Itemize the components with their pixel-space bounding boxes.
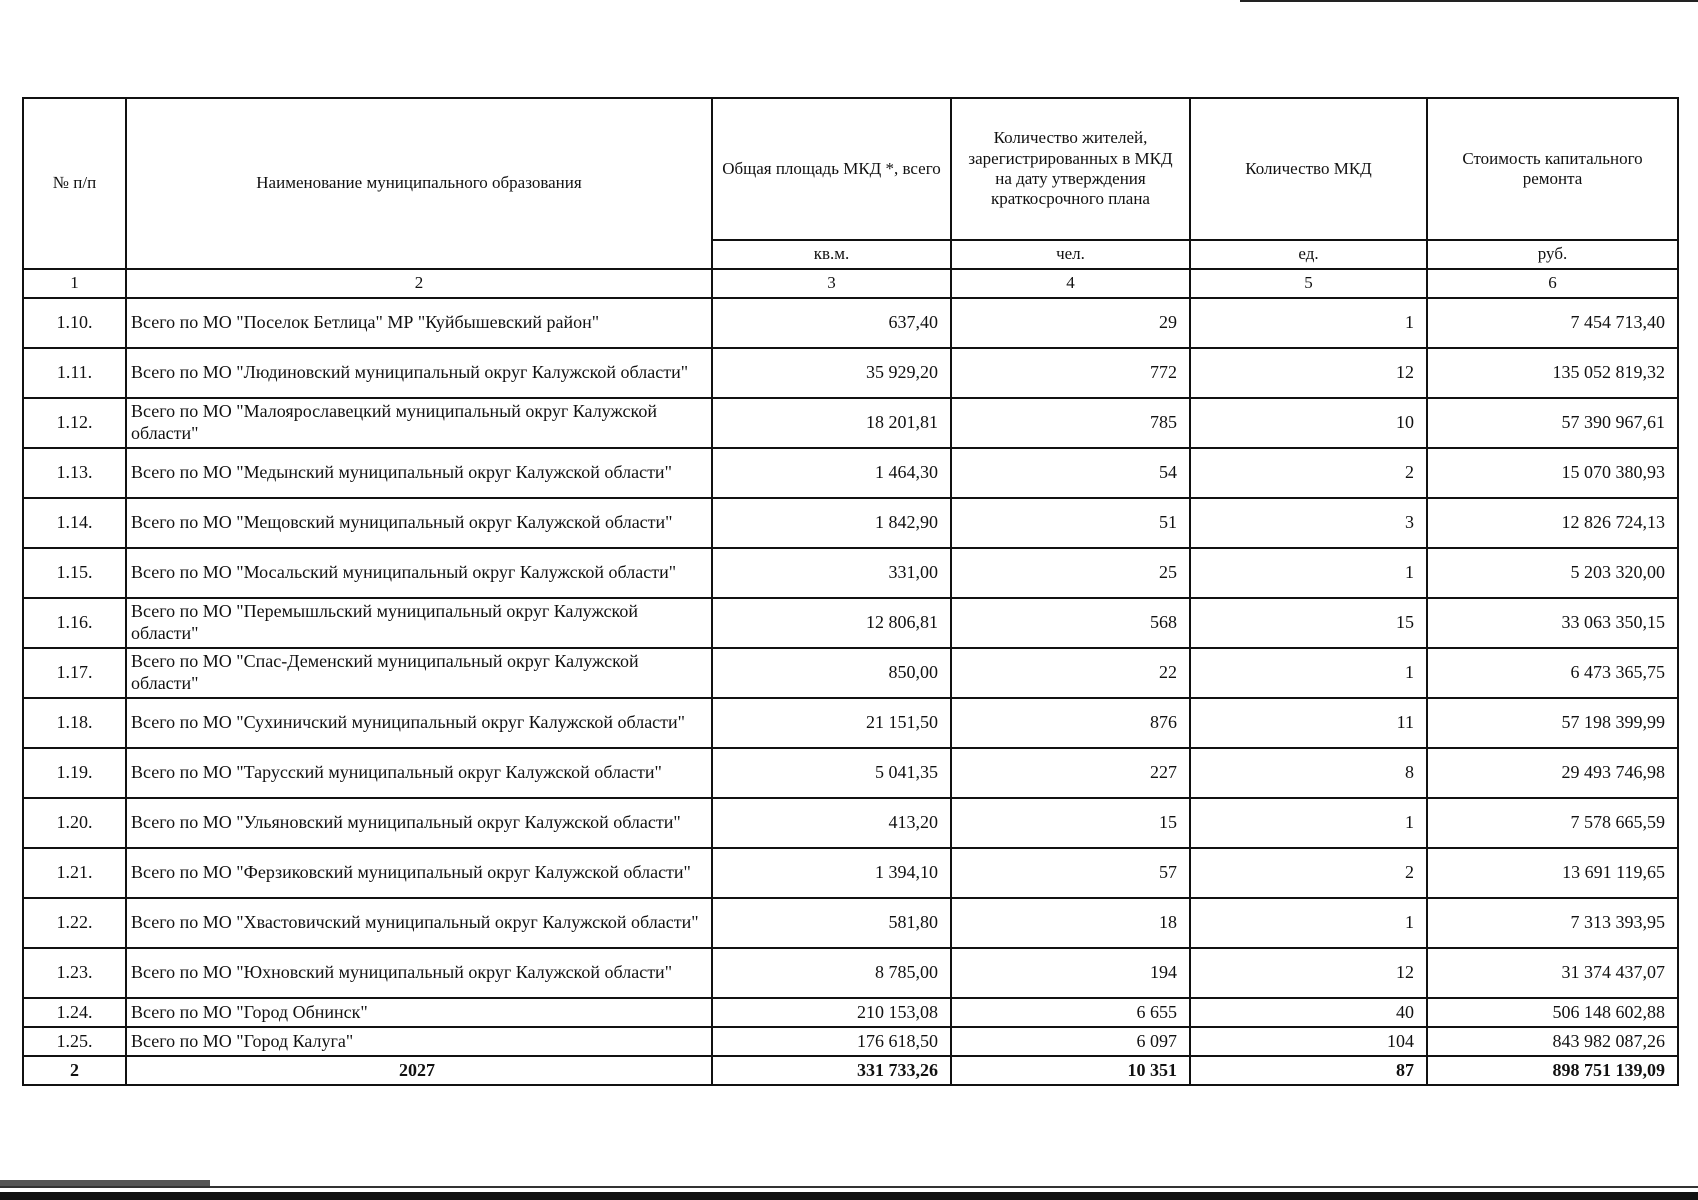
- row-residents: 25: [951, 548, 1190, 598]
- row-count: 1: [1190, 548, 1427, 598]
- row-count: 12: [1190, 348, 1427, 398]
- row-area: 5 041,35: [712, 748, 951, 798]
- row-name: Всего по МО "Перемышльский муниципальный округ Калужской области": [126, 598, 712, 648]
- row-cost: 6 473 365,75: [1427, 648, 1678, 698]
- row-name: Всего по МО "Ферзиковский муниципальный округ Калужской области": [126, 848, 712, 898]
- row-count: 1: [1190, 798, 1427, 848]
- row-cost: 7 313 393,95: [1427, 898, 1678, 948]
- row-residents: 57: [951, 848, 1190, 898]
- capital-repair-table: [22, 97, 1679, 1086]
- table-row: [23, 1027, 1678, 1056]
- row-count: 15: [1190, 598, 1427, 648]
- row-residents: 15: [951, 798, 1190, 848]
- row-number: 1.21.: [23, 848, 126, 898]
- column-numbers-row: [23, 269, 1678, 298]
- row-cost: 13 691 119,65: [1427, 848, 1678, 898]
- header-count: Количество МКД: [1190, 98, 1427, 240]
- table-row: [23, 548, 1678, 598]
- row-area: 210 153,08: [712, 998, 951, 1027]
- bottom-scan-line: [0, 1186, 1698, 1188]
- row-number: 1.25.: [23, 1027, 126, 1056]
- row-number: 1.24.: [23, 998, 126, 1027]
- total-name: 2027: [126, 1056, 712, 1085]
- row-residents: 772: [951, 348, 1190, 398]
- row-number: 1.19.: [23, 748, 126, 798]
- row-area: 1 464,30: [712, 448, 951, 498]
- row-residents: 6 655: [951, 998, 1190, 1027]
- header-name: Наименование муниципального образования: [126, 98, 712, 269]
- table-row: [23, 798, 1678, 848]
- row-count: 1: [1190, 898, 1427, 948]
- header-row: [23, 98, 1678, 240]
- row-area: 413,20: [712, 798, 951, 848]
- row-area: 850,00: [712, 648, 951, 698]
- row-area: 637,40: [712, 298, 951, 348]
- row-cost: 29 493 746,98: [1427, 748, 1678, 798]
- unit-residents: чел.: [951, 240, 1190, 269]
- col-number: 6: [1427, 269, 1678, 298]
- total-cost: 898 751 139,09: [1427, 1056, 1678, 1085]
- row-residents: 876: [951, 698, 1190, 748]
- row-residents: 194: [951, 948, 1190, 998]
- row-cost: 843 982 087,26: [1427, 1027, 1678, 1056]
- table-row: [23, 998, 1678, 1027]
- col-number: 5: [1190, 269, 1427, 298]
- col-number: 4: [951, 269, 1190, 298]
- row-count: 10: [1190, 398, 1427, 448]
- row-residents: 29: [951, 298, 1190, 348]
- unit-cost: руб.: [1427, 240, 1678, 269]
- row-name: Всего по МО "Спас-Деменский муниципальный округ Калужской области": [126, 648, 712, 698]
- row-area: 331,00: [712, 548, 951, 598]
- row-cost: 7 454 713,40: [1427, 298, 1678, 348]
- row-cost: 12 826 724,13: [1427, 498, 1678, 548]
- row-name: Всего по МО "Юхновский муниципальный округ Калужской области": [126, 948, 712, 998]
- row-count: 40: [1190, 998, 1427, 1027]
- row-name: Всего по МО "Мещовский муниципальный округ Калужской области": [126, 498, 712, 548]
- row-name: Всего по МО "Хвастовичский муниципальный округ Калужской области": [126, 898, 712, 948]
- unit-count: ед.: [1190, 240, 1427, 269]
- total-number: 2: [23, 1056, 126, 1085]
- header-area: Общая площадь МКД *, всего: [712, 98, 951, 240]
- total-row: [23, 1056, 1678, 1085]
- total-residents: 10 351: [951, 1056, 1190, 1085]
- table-row: [23, 598, 1678, 648]
- row-name: Всего по МО "Поселок Бетлица" МР "Куйбышевский район": [126, 298, 712, 348]
- row-number: 1.11.: [23, 348, 126, 398]
- table-row: [23, 348, 1678, 398]
- col-number: 1: [23, 269, 126, 298]
- row-residents: 6 097: [951, 1027, 1190, 1056]
- row-number: 1.13.: [23, 448, 126, 498]
- table-row: [23, 498, 1678, 548]
- row-count: 8: [1190, 748, 1427, 798]
- col-number: 3: [712, 269, 951, 298]
- top-scan-line: [1240, 0, 1698, 2]
- row-cost: 5 203 320,00: [1427, 548, 1678, 598]
- row-cost: 57 390 967,61: [1427, 398, 1678, 448]
- row-area: 1 394,10: [712, 848, 951, 898]
- table-row: [23, 948, 1678, 998]
- unit-area: кв.м.: [712, 240, 951, 269]
- row-cost: 31 374 437,07: [1427, 948, 1678, 998]
- row-name: Всего по МО "Людиновский муниципальный округ Калужской области": [126, 348, 712, 398]
- table-row: [23, 448, 1678, 498]
- row-area: 21 151,50: [712, 698, 951, 748]
- row-name: Всего по МО "Сухиничский муниципальный округ Калужской области": [126, 698, 712, 748]
- row-number: 1.14.: [23, 498, 126, 548]
- row-number: 1.17.: [23, 648, 126, 698]
- row-count: 1: [1190, 298, 1427, 348]
- col-number: 2: [126, 269, 712, 298]
- row-count: 104: [1190, 1027, 1427, 1056]
- header-cost: Стоимость капитального ремонта: [1427, 98, 1678, 240]
- row-residents: 54: [951, 448, 1190, 498]
- row-number: 1.10.: [23, 298, 126, 348]
- row-residents: 18: [951, 898, 1190, 948]
- total-area: 331 733,26: [712, 1056, 951, 1085]
- row-residents: 51: [951, 498, 1190, 548]
- row-cost: 33 063 350,15: [1427, 598, 1678, 648]
- row-number: 1.23.: [23, 948, 126, 998]
- table-row: [23, 848, 1678, 898]
- row-residents: 22: [951, 648, 1190, 698]
- row-name: Всего по МО "Тарусский муниципальный округ Калужской области": [126, 748, 712, 798]
- bottom-scan-bar: [0, 1192, 1698, 1200]
- row-residents: 227: [951, 748, 1190, 798]
- row-count: 2: [1190, 848, 1427, 898]
- row-number: 1.18.: [23, 698, 126, 748]
- row-name: Всего по МО "Город Калуга": [126, 1027, 712, 1056]
- row-number: 1.12.: [23, 398, 126, 448]
- row-area: 18 201,81: [712, 398, 951, 448]
- row-cost: 15 070 380,93: [1427, 448, 1678, 498]
- row-number: 1.20.: [23, 798, 126, 848]
- row-name: Всего по МО "Город Обнинск": [126, 998, 712, 1027]
- row-area: 35 929,20: [712, 348, 951, 398]
- row-name: Всего по МО "Мосальский муниципальный округ Калужской области": [126, 548, 712, 598]
- table-row: [23, 398, 1678, 448]
- header-no: № п/п: [23, 98, 126, 269]
- row-count: 12: [1190, 948, 1427, 998]
- row-residents: 785: [951, 398, 1190, 448]
- row-cost: 135 052 819,32: [1427, 348, 1678, 398]
- row-area: 581,80: [712, 898, 951, 948]
- header-residents: Количество жителей, зарегистрированных в МКД на дату утверждения краткосрочного плана: [951, 98, 1190, 240]
- row-number: 1.16.: [23, 598, 126, 648]
- row-residents: 568: [951, 598, 1190, 648]
- table-row: [23, 298, 1678, 348]
- row-count: 1: [1190, 648, 1427, 698]
- row-count: 2: [1190, 448, 1427, 498]
- row-name: Всего по МО "Медынский муниципальный округ Калужской области": [126, 448, 712, 498]
- row-area: 176 618,50: [712, 1027, 951, 1056]
- row-area: 1 842,90: [712, 498, 951, 548]
- row-number: 1.22.: [23, 898, 126, 948]
- row-count: 3: [1190, 498, 1427, 548]
- row-cost: 7 578 665,59: [1427, 798, 1678, 848]
- table-row: [23, 648, 1678, 698]
- row-count: 11: [1190, 698, 1427, 748]
- table-row: [23, 748, 1678, 798]
- total-count: 87: [1190, 1056, 1427, 1085]
- row-name: Всего по МО "Ульяновский муниципальный округ Калужской области": [126, 798, 712, 848]
- row-cost: 57 198 399,99: [1427, 698, 1678, 748]
- row-number: 1.15.: [23, 548, 126, 598]
- row-area: 8 785,00: [712, 948, 951, 998]
- table-row: [23, 898, 1678, 948]
- row-cost: 506 148 602,88: [1427, 998, 1678, 1027]
- row-area: 12 806,81: [712, 598, 951, 648]
- table-row: [23, 698, 1678, 748]
- row-name: Всего по МО "Малоярославецкий муниципальный округ Калужской области": [126, 398, 712, 448]
